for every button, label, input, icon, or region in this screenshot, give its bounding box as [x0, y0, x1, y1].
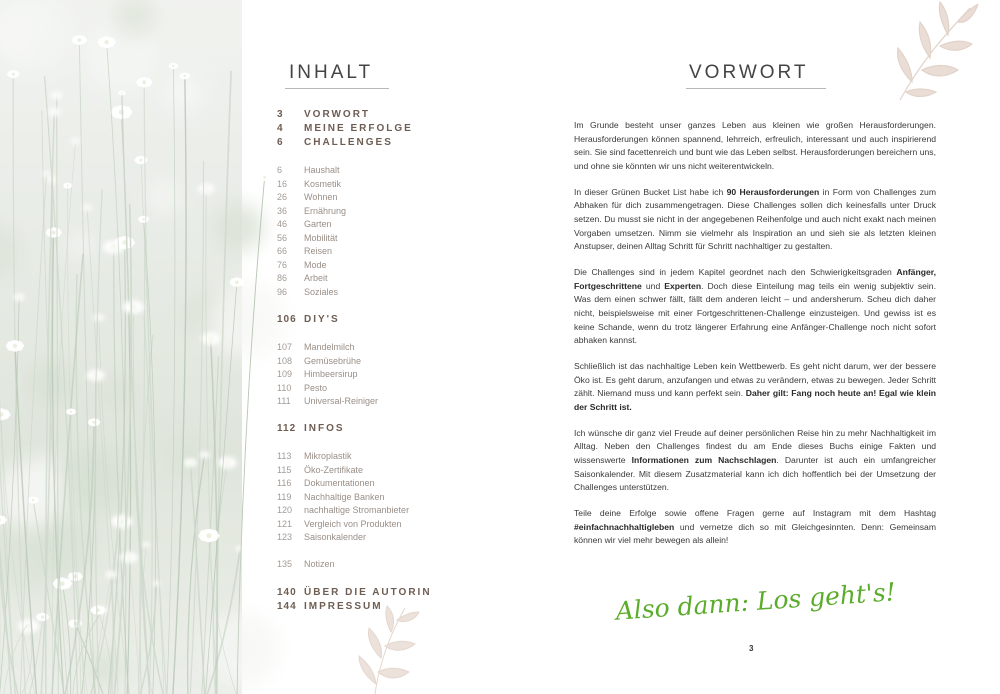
toc-subentry[interactable]: [277, 396, 378, 406]
toc-entry-label: Mobilität: [304, 232, 338, 243]
emphasis: Informationen zum Nachschlagen: [631, 455, 777, 466]
leaf-sprig-top-icon: [840, 0, 980, 105]
toc-entry-label: Mandelmilch: [304, 342, 355, 352]
toc-entry-label: Dokumentationen: [304, 478, 375, 488]
toc-page-number: 120: [277, 505, 293, 515]
toc-subentry[interactable]: [277, 478, 375, 488]
toc-entry-label: INFOS: [304, 423, 345, 434]
toc-subentry[interactable]: [277, 369, 358, 379]
toc-page-number: 115: [277, 464, 292, 475]
toc-page-number: 86: [277, 273, 288, 283]
photo-haze: [0, 0, 242, 694]
toc-page-number: 111: [277, 396, 291, 406]
toc-subentry[interactable]: [277, 465, 363, 475]
toc-entry-label: Vergleich von Produkten: [304, 518, 402, 529]
toc-page-number: 56: [277, 232, 288, 243]
toc-page-number: 46: [277, 219, 288, 229]
toc-entry-label: IMPRESSUM: [304, 600, 383, 612]
toc-page-number: 110: [277, 382, 292, 393]
toc-page-number: 107: [277, 342, 293, 352]
toc-entry-label: Reisen: [304, 246, 333, 256]
toc-page-number: 123: [277, 532, 293, 542]
toc-subentry[interactable]: [277, 505, 409, 515]
toc-entry-ueber-die-autorin[interactable]: [277, 587, 432, 598]
paragraph: [574, 266, 936, 348]
toc-page-number: 6: [277, 165, 283, 175]
vorwort-body: [574, 119, 936, 560]
toc-page-number: 135: [277, 559, 293, 569]
toc-entry-infos[interactable]: [277, 423, 345, 434]
emphasis: Experten: [664, 280, 702, 291]
toc-subentry[interactable]: [277, 206, 346, 216]
toc-subentry[interactable]: [277, 273, 328, 283]
toc-entry-label: Saisonkalender: [304, 532, 367, 542]
toc-subentry[interactable]: [277, 519, 402, 529]
paragraph-text: . Doch diese Einteilung mag teils ein wenig subjektiv sein. Was dem einen schwer fällt, fällt dem anderen leicht – und andersherum. Scheu dich daher nicht, beispielsweise mit einer Fortgeschrittenen-Challenge einzusteigen. Und gewiss ist es keine Schande, wenn du trotz längerer Erfahrung eine Anfänger-Challenge noch nicht sofort abhaken kannst.: [574, 280, 936, 346]
toc-entry-label: Mode: [304, 259, 327, 270]
toc-entry-label: Haushalt: [304, 165, 340, 175]
toc-entry-label: Arbeit: [304, 273, 328, 283]
paragraph: [574, 119, 936, 173]
paragraph-text: Teile deine Erfolge sowie offene Fragen gerne auf Instagram mit dem Hashtag: [574, 508, 936, 519]
toc-subentry[interactable]: [277, 356, 361, 366]
closing-script-line: [614, 576, 897, 626]
toc-page-number: 119: [277, 491, 292, 502]
toc-entry-impressum[interactable]: [277, 601, 383, 612]
toc-subentry[interactable]: [277, 492, 385, 502]
toc-entry-label: DIY'S: [304, 314, 340, 325]
toc-page-number: 108: [277, 355, 293, 366]
toc-entry-label: CHALLENGES: [304, 137, 393, 148]
paragraph-text: Die Challenges sind in jedem Kapitel geordnet nach den Schwierigkeitsgraden: [574, 267, 897, 278]
toc-subentry[interactable]: [277, 287, 338, 297]
toc-entry-diys[interactable]: [277, 314, 340, 325]
toc-page-number: 121: [277, 518, 293, 529]
toc-page-number: 66: [277, 246, 288, 256]
paragraph-text: in Form von Challenges zum Abhaken für dich zusammengetragen. Diese Challenges sollen dich keinesfalls unter Druck setzen. Du musst sie nicht in der angegebenen Reihenfolge und auch nicht exakt nach meinen Vorgaben umsetzen. Nimm sie vielmehr als Inspiration an und sieh sie als letzten kleinen Anstupser, deinen Alltag Schritt für Schritt nachhaltiger zu gestalten.: [574, 186, 936, 252]
paragraph-text: Ich wünsche dir ganz viel Freude auf deiner persönlichen Reise hin zu mehr Nachhaltigkeit im Alltag. Neben den Challenges findest du am Ende dieses Buchs einige Fakten und wissenswerte: [574, 427, 936, 466]
paragraph: [574, 427, 936, 495]
toc-subentry[interactable]: [277, 165, 340, 175]
toc-entry-label: Notizen: [304, 559, 335, 569]
wildflowers-photo: [0, 0, 242, 694]
toc-title-underline: [285, 88, 389, 89]
toc-entry-label: Öko-Zertifikate: [304, 464, 364, 475]
paragraph: [574, 360, 936, 414]
toc-entry-label: Mikroplastik: [304, 451, 352, 461]
toc-entry-label: ÜBER DIE AUTORIN: [304, 587, 432, 598]
toc-entry-challenges[interactable]: [277, 137, 393, 148]
toc-page-number: 76: [277, 259, 288, 270]
paragraph-text: Im Grunde besteht unser ganzes Leben aus kleinen wie großen Herausforderungen. Herausforderungen können spannend, lehrreich, erfreulich, interessant und auch inspirierend sein. Sie sind facettenreich und bunt wie das Leben selbst. Herausforderungen bereichern uns, und ohne sie könnten wir uns nicht weiterentwickeln.: [574, 120, 936, 171]
leaf-sprig-bottom-icon: [345, 606, 420, 694]
toc-subentry[interactable]: [277, 192, 337, 202]
toc-subentry[interactable]: [277, 451, 352, 461]
emphasis: Anfänger, Fortgeschrittene: [574, 267, 936, 291]
toc-entry-label: VORWORT: [304, 109, 371, 120]
toc-title: INHALT: [289, 62, 374, 83]
toc-page-number: 112: [277, 423, 297, 434]
toc-entry-label: Garten: [304, 219, 332, 229]
paragraph: [574, 186, 936, 254]
toc-page-number: 26: [277, 192, 288, 202]
toc-page-number: 96: [277, 286, 288, 297]
vorwort-title-underline: [686, 88, 826, 89]
toc-subentry[interactable]: [277, 260, 327, 270]
paragraph-text: In dieser Grünen Bucket List habe ich: [574, 186, 727, 197]
toc-page-number: 144: [277, 600, 297, 612]
toc-entry-notizen[interactable]: [277, 559, 335, 569]
photo-flower-head: [259, 174, 270, 181]
toc-subentry[interactable]: [277, 246, 332, 256]
toc-entry-label: Wohnen: [304, 192, 338, 202]
paragraph-text: . Darunter ist auch ein umfangreicher Saisonkalender. Mit diesem Zusatzmaterial kann ich dich hoffentlich bei der Umsetzung der Challenges unterstützen.: [574, 455, 937, 493]
paragraph: [574, 507, 936, 548]
toc-page-number: 16: [277, 178, 288, 189]
paragraph-text: Schließlich ist das nachhaltige Leben kein Wettbewerb. Es geht nicht darum, wer der bessere Öko ist. Es geht darum, anzufangen und etwas zu verändern, etwas zu bewegen. Jeder Schritt zählt. Niemand muss und kann perfekt sein.: [574, 361, 936, 399]
toc-page-number: 3: [277, 109, 284, 120]
paragraph-text: und: [641, 280, 665, 291]
toc-page-number: 106: [277, 314, 297, 325]
hashtag: #einfachnachhaltigleben: [574, 521, 675, 532]
toc-subentry[interactable]: [277, 532, 366, 542]
toc-entry-meine-erfolge[interactable]: [277, 123, 413, 134]
toc-entry-label: MEINE ERFOLGE: [304, 123, 413, 134]
emphasis: Daher gilt: Fang noch heute an! Egal wie klein der Schritt ist.: [574, 388, 936, 412]
toc-entry-label: nachhaltige Stromanbieter: [304, 505, 410, 515]
toc-subentry[interactable]: [277, 219, 332, 229]
vorwort-title: VORWORT: [689, 62, 809, 83]
toc-page-number: 109: [277, 369, 293, 379]
toc-page-number: 4: [277, 123, 284, 134]
emphasis: 90 Herausforderungen: [726, 186, 820, 197]
toc-entry-label: Nachhaltige Banken: [304, 491, 385, 502]
page-number: 3: [749, 644, 754, 653]
toc-entry-label: Kosmetik: [304, 178, 342, 189]
toc-entry-label: Pesto: [304, 382, 328, 393]
paragraph-text: und vernetze dich so mit Gleichgesinnten. Denn: Gemeinsam können wir viel mehr bewegen als allein!: [574, 521, 936, 546]
toc-subentry[interactable]: [277, 342, 355, 352]
toc-subentry[interactable]: [277, 383, 327, 393]
toc-page-number: 36: [277, 205, 288, 216]
toc-entry-label: Universal-Reiniger: [304, 396, 379, 406]
toc-page-number: 140: [277, 587, 297, 598]
toc-page-number: 116: [277, 478, 292, 488]
toc-entry-label: Ernährung: [304, 205, 347, 216]
toc-entry-label: Soziales: [304, 286, 339, 297]
toc-entry-label: Gemüsebrühe: [304, 355, 362, 366]
toc-subentry[interactable]: [277, 233, 338, 243]
toc-page-number: 113: [277, 451, 292, 461]
toc-entry-label: Himbeersirup: [304, 369, 358, 379]
toc-entry-vorwort[interactable]: [277, 109, 370, 120]
closing-text: Also dann: Los geht's!: [614, 577, 897, 626]
toc-page-number: 6: [277, 137, 284, 148]
toc-subentry[interactable]: [277, 179, 341, 189]
